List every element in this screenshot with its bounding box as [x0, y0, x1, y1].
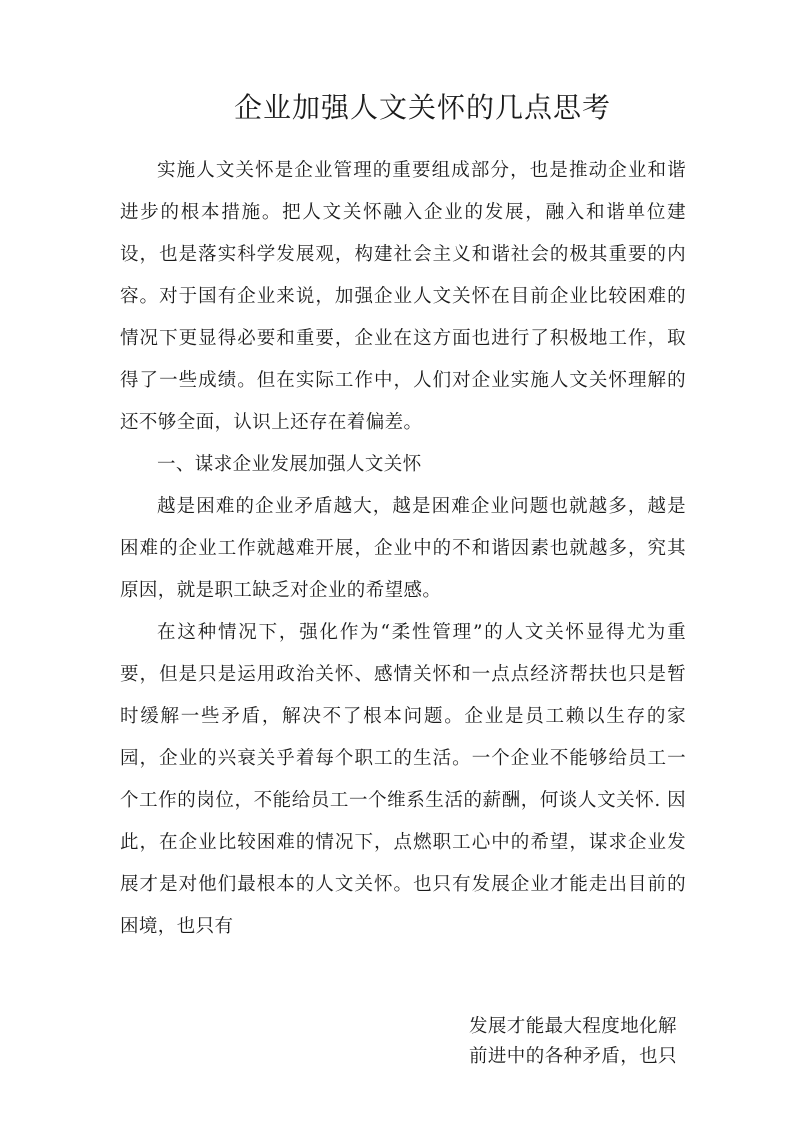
- footer-fragment: [469, 1012, 709, 1072]
- footer-line-2: 前进中的各种矛盾，也只: [469, 1046, 677, 1067]
- footer-line-1: 发展才能最大程度地化解: [469, 1016, 677, 1037]
- section-heading: 一、谋求企业发展加强人文关怀: [157, 454, 422, 475]
- document-body: [120, 150, 686, 948]
- body-paragraph-2: 在这种情况下，强化作为“柔性管理”的人文关怀显得尤为重要，但是只是运用政治关怀、感情关怀和一点点经济帮扶也只是暂时缓解一些矛盾，解决不了根本问题。企业是员工赖以生存的家园，企业的兴衰关乎着每个职工的生活。一个企业不能够给员工一个工作的岗位，不能给员工一个维系生活的薪酬，何谈人文关怀. 因此，在企业比较困难的情况下，点燃职工心中的希望，谋求企业发展才是对他们最根本的人文关怀。也只有发展企业才能走出目前的困境，也只有: [120, 622, 686, 937]
- intro-paragraph: 实施人文关怀是企业管理的重要组成部分，也是推动企业和谐进步的根本措施。把人文关怀融入企业的发展，融入和谐单位建设，也是落实科学发展观，构建社会主义和谐社会的极其重要的内容。对于国有企业来说，加强企业人文关怀在目前企业比较困难的情况下更显得必要和重要，企业在这方面也进行了积极地工作，取得了一些成绩。但在实际工作中，人们对企业实施人文关怀理解的还不够全面，认识上还存在着偏差。: [120, 160, 686, 433]
- body-paragraph-1: 越是困难的企业矛盾越大，越是困难企业问题也就越多，越是困难的企业工作就越难开展，企业中的不和谐因素也就越多，究其原因，就是职工缺乏对企业的希望感。: [120, 496, 686, 601]
- document-title: 企业加强人文关怀的几点思考: [233, 91, 611, 124]
